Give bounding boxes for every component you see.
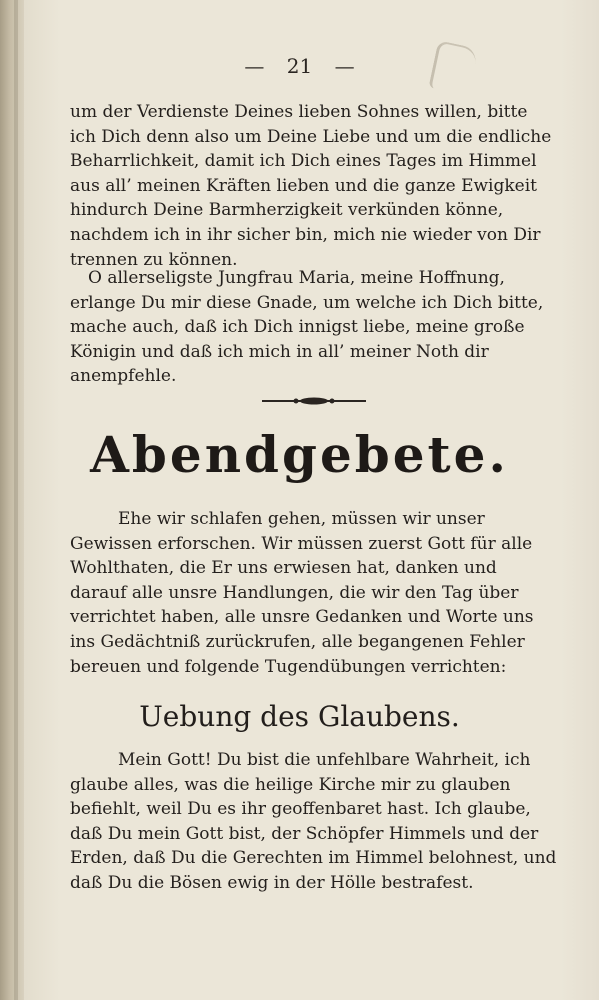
section-heading-evening-prayers: Abendgebete. xyxy=(90,425,509,484)
paragraph-introduction: Ehe wir schlafen gehen, müssen wir unser Gewissen erforschen. Wir müssen zuerst Gott für alle Wohlthaten, die Er uns erwiesen hat, danken und darauf alle unsre Handlungen, die wir den Tag über verrichtet haben, alle unsre Gedanken und Worte uns ins Gedächtniß zurückrufen, alle begangenen Fehler bereuen und folgende Tugendübungen verrichten: xyxy=(70,509,534,677)
page-number-value: 21 xyxy=(286,54,313,78)
paragraph-act-of-faith: Mein Gott! Du bist die unfehlbare Wahrheit, ich glaube alles, was die heilige Kirche mir zu glauben befiehlt, weil Du es ihr geoffenbaret hast. Ich glaube, daß Du mein Gott bist, der Schöpfer Himmels und der Erden, daß Du die Gerechten im Himmel belohnest, und daß Du die Bösen ewig in der Hölle bestrafest. xyxy=(70,750,557,893)
gutter-shadow xyxy=(14,0,18,1000)
handwritten-mark xyxy=(428,40,478,95)
ornament-divider xyxy=(262,396,366,406)
page-number-dash-right: — xyxy=(334,54,355,78)
subheading-exercise-of-faith: Uebung des Glaubens. xyxy=(139,700,460,733)
page-number xyxy=(0,54,599,78)
paragraph-marian-prayer: O allerseligste Jungfrau Maria, meine Hoffnung, erlange Du mir diese Gnade, um welche ich Dich bitte, mache auch, daß ich Dich innigst liebe, meine große Königin und daß ich mich in all’ meiner Noth dir anempfehle. xyxy=(70,268,544,387)
paragraph-continued-prayer: um der Verdienste Deines lieben Sohnes willen, bitte ich Dich denn also um Deine Liebe und um die endliche Beharrlichkeit, damit ich Dich eines Tages im Himmel aus all’ meinen Kräften lieben und die ganze Ewigkeit hindurch Deine Barmherzigkeit verkünden könne, nachdem ich in ihr sicher bin, mich nie wieder von Dir trennen zu können. xyxy=(70,102,552,270)
page-number-dash-left: — xyxy=(244,54,265,78)
book-gutter xyxy=(0,0,24,1000)
